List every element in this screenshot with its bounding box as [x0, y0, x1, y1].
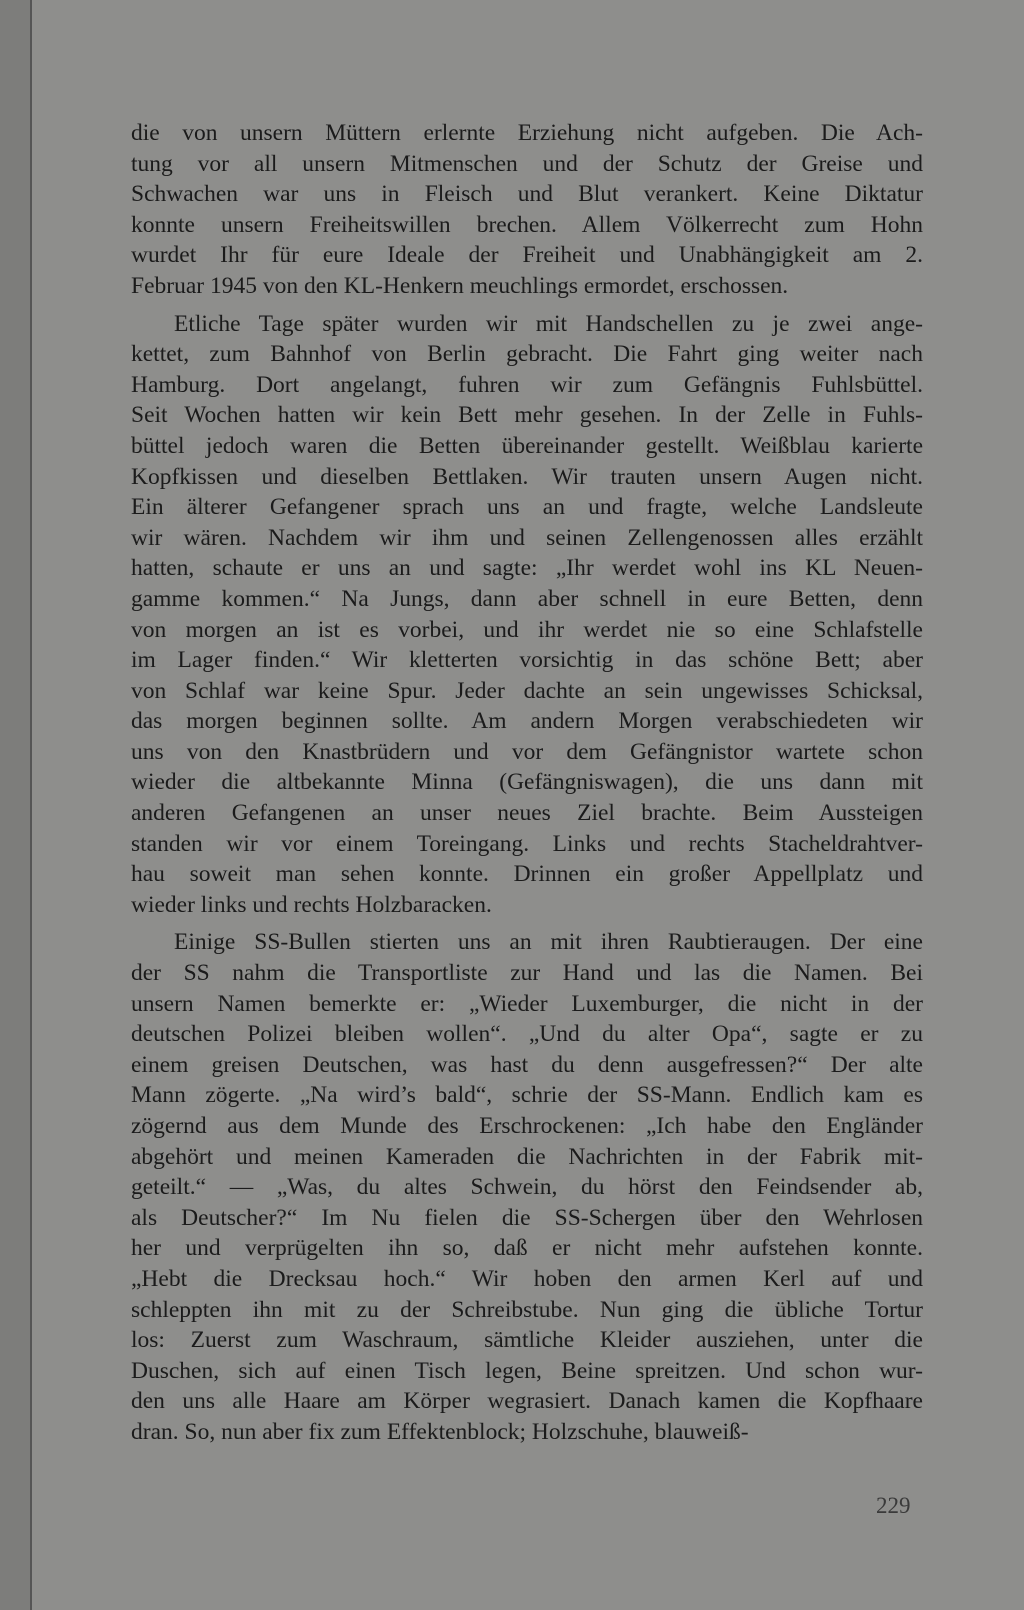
paragraph: [131, 309, 923, 921]
text-line: einem greisen Deutschen, was hast du denn ausgefressen?“ Der alte: [131, 1051, 923, 1078]
paragraph: [131, 118, 923, 302]
text-line: büttel jedoch waren die Betten übereinander gestellt. Weißblau karierte: [131, 432, 923, 459]
text-line: dran. So, nun aber fix zum Effektenblock; Holzschuhe, blauweiß-: [131, 1418, 749, 1445]
text-line: standen wir vor einem Toreingang. Links und rechts Stacheldrahtver-: [131, 830, 923, 857]
text-line: Schwachen war uns in Fleisch und Blut verankert. Keine Diktatur: [131, 181, 923, 208]
text-line: als Deutscher?“ Im Nu fielen die SS-Schergen über den Wehrlosen: [131, 1204, 923, 1231]
book-spine-edge: [0, 0, 32, 1610]
text-line: Mann zögerte. „Na wird’s bald“, schrie der SS-Mann. Endlich kam es: [131, 1082, 923, 1109]
text-line: zögernd aus dem Munde des Erschrockenen: „Ich habe den Engländer: [131, 1113, 923, 1139]
paragraph: [131, 927, 923, 1447]
page-number: 229: [876, 1493, 911, 1518]
text-line: gamme kommen.“ Na Jungs, dann aber schnell in eure Betten, denn: [131, 585, 923, 612]
text-line: der SS nahm die Transportliste zur Hand und las die Namen. Bei: [131, 960, 923, 987]
text-line: hau soweit man sehen konnte. Drinnen ein großer Appellplatz und: [131, 861, 923, 888]
text-line: wieder links und rechts Holzbaracken.: [131, 891, 492, 918]
text-line: Ein älterer Gefangener sprach uns an und fragte, welche Landsleute: [131, 494, 923, 521]
text-line: den uns alle Haare am Körper wegrasiert. Danach kamen die Kopfhaare: [131, 1388, 923, 1415]
text-line: konnte unsern Freiheitswillen brechen. Allem Völkerrecht zum Hohn: [131, 211, 923, 238]
text-line: Duschen, sich auf einen Tisch legen, Beine spreitzen. Und schon wur-: [131, 1357, 923, 1384]
text-line: schleppten ihn mit zu der Schreibstube. Nun ging die übliche Tortur: [131, 1296, 923, 1323]
text-line: Seit Wochen hatten wir kein Bett mehr gesehen. In der Zelle in Fuhls-: [131, 402, 923, 429]
text-line: von Schlaf war keine Spur. Jeder dachte an sein ungewisses Schicksal,: [131, 677, 923, 704]
text-line: her und verprügelten ihn so, daß er nicht mehr aufstehen konnte.: [131, 1235, 923, 1262]
text-line: „Hebt die Drecksau hoch.“ Wir hoben den armen Kerl auf und: [131, 1265, 923, 1292]
text-line: unsern Namen bemerkte er: „Wieder Luxemburger, die nicht in der: [131, 990, 923, 1017]
text-line: tung vor all unsern Mitmenschen und der Schutz der Greise und: [131, 150, 923, 177]
text-line: Einige SS-Bullen stierten uns an mit ihren Raubtieraugen. Der eine: [174, 929, 923, 956]
text-line: anderen Gefangenen an unser neues Ziel brachte. Beim Aussteigen: [131, 800, 923, 827]
text-line: abgehört und meinen Kameraden die Nachrichten in der Fabrik mit-: [131, 1143, 923, 1170]
text-line: Hamburg. Dort angelangt, fuhren wir zum Gefängnis Fuhlsbüttel.: [131, 371, 923, 398]
text-line: von morgen an ist es vorbei, und ihr werdet nie so eine Schlafstelle: [131, 616, 923, 643]
text-line: Kopfkissen und dieselben Bettlaken. Wir trauten unsern Augen nicht.: [131, 463, 923, 490]
text-line: uns von den Knastbrüdern und vor dem Gefängnistor wartete schon: [131, 738, 923, 765]
text-line: hatten, schaute er uns an und sagte: „Ihr werdet wohl ins KL Neuen-: [131, 555, 923, 582]
text-line: kettet, zum Bahnhof von Berlin gebracht. Die Fahrt ging weiter nach: [131, 341, 923, 368]
text-line: los: Zuerst zum Waschraum, sämtliche Kleider ausziehen, unter die: [131, 1327, 923, 1354]
text-line: im Lager finden.“ Wir kletterten vorsichtig in das schöne Bett; aber: [131, 647, 923, 674]
text-line: wieder die altbekannte Minna (Gefängniswagen), die uns dann mit: [131, 769, 923, 796]
text-line: geteilt.“ — „Was, du altes Schwein, du hörst den Feindsender ab,: [131, 1174, 923, 1201]
text-line: Etliche Tage später wurden wir mit Handschellen zu je zwei ange-: [174, 310, 923, 337]
text-line: wurdet Ihr für eure Ideale der Freiheit und Unabhängigkeit am 2.: [131, 242, 923, 269]
text-line: wir wären. Nachdem wir ihm und seinen Zellengenossen alles erzählt: [131, 524, 923, 551]
text-line: Februar 1945 von den KL-Henkern meuchlings ermordet, erschossen.: [131, 272, 789, 299]
text-line: die von unsern Müttern erlernte Erziehung nicht aufgeben. Die Ach-: [131, 120, 923, 146]
text-line: deutschen Polizei bleiben wollen“. „Und du alter Opa“, sagte er zu: [131, 1021, 923, 1048]
page-body: [131, 118, 923, 1455]
text-line: das morgen beginnen sollte. Am andern Morgen verabschiedeten wir: [131, 708, 923, 735]
